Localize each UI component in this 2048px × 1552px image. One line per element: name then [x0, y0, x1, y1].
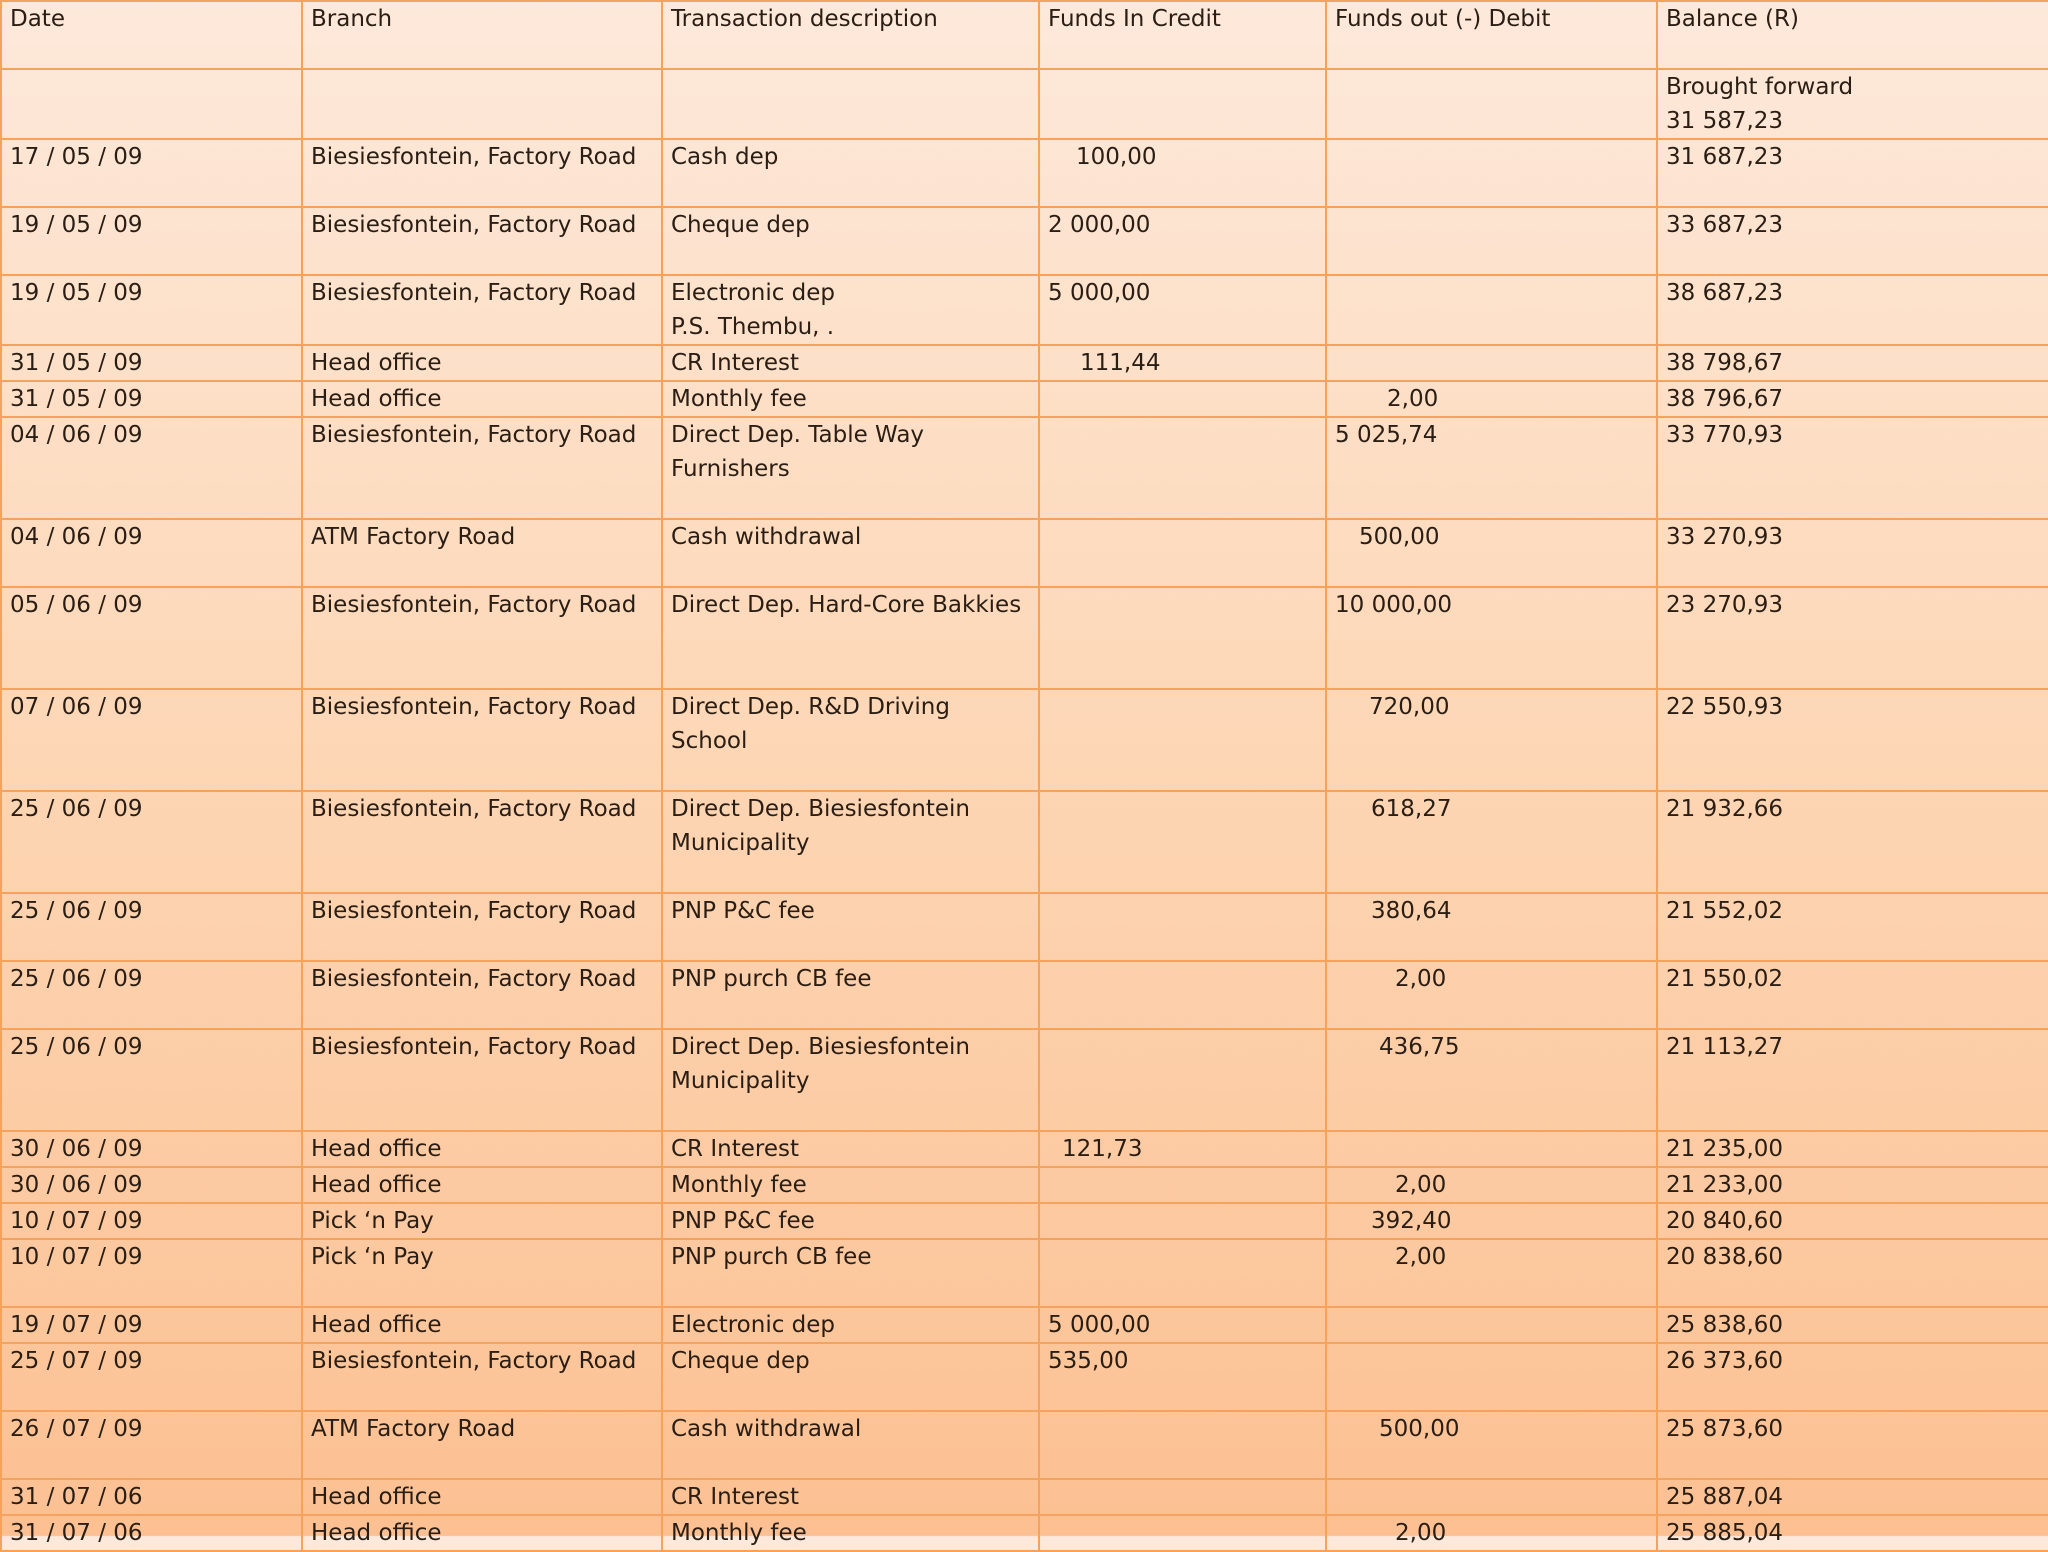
cell-debit	[1326, 1131, 1657, 1167]
header-branch: Branch	[302, 1, 662, 69]
cell-credit	[1039, 519, 1326, 587]
cell-date: 25 / 06 / 09	[1, 791, 302, 893]
table-row	[1, 381, 2048, 417]
table-row	[1, 1167, 2048, 1203]
cell-branch: Head office	[302, 345, 662, 381]
cell-branch: Biesiesfontein, Factory Road	[302, 275, 662, 345]
cell-balance: 21 932,66	[1657, 791, 2048, 893]
cell-date: 10 / 07 / 09	[1, 1239, 302, 1307]
cell-credit	[1039, 1411, 1326, 1479]
cell-description: Cheque dep	[662, 207, 1039, 275]
cell-date: 26 / 07 / 09	[1, 1411, 302, 1479]
cell-description	[662, 69, 1039, 139]
table-row	[1, 587, 2048, 689]
cell-balance: 33 770,93	[1657, 417, 2048, 519]
cell-credit	[1039, 381, 1326, 417]
cell-credit	[1039, 69, 1326, 139]
table-row	[1, 139, 2048, 207]
table-row	[1, 1029, 2048, 1131]
cell-credit	[1039, 961, 1326, 1029]
cell-debit	[1326, 69, 1657, 139]
cell-debit: 10 000,00	[1326, 587, 1657, 689]
header-row	[1, 1, 2048, 69]
cell-date: 31 / 07 / 06	[1, 1515, 302, 1551]
cell-debit: 500,00	[1326, 519, 1657, 587]
cell-branch: Biesiesfontein, Factory Road	[302, 207, 662, 275]
cell-balance: 26 373,60	[1657, 1343, 2048, 1411]
cell-description: Electronic dep	[662, 1307, 1039, 1343]
cell-credit	[1039, 689, 1326, 791]
table-row	[1, 1131, 2048, 1167]
cell-date: 04 / 06 / 09	[1, 417, 302, 519]
cell-date: 05 / 06 / 09	[1, 587, 302, 689]
cell-date	[1, 69, 302, 139]
cell-date: 19 / 05 / 09	[1, 207, 302, 275]
cell-date: 19 / 05 / 09	[1, 275, 302, 345]
cell-date: 30 / 06 / 09	[1, 1131, 302, 1167]
cell-debit: 2,00	[1326, 1239, 1657, 1307]
table-row	[1, 519, 2048, 587]
cell-branch: Head office	[302, 1167, 662, 1203]
cell-debit	[1326, 207, 1657, 275]
cell-description: CR Interest	[662, 1479, 1039, 1515]
cell-branch: ATM Factory Road	[302, 519, 662, 587]
cell-debit	[1326, 139, 1657, 207]
cell-date: 19 / 07 / 09	[1, 1307, 302, 1343]
cell-credit: 5 000,00	[1039, 275, 1326, 345]
cell-branch: Head office	[302, 1307, 662, 1343]
cell-description: Direct Dep. R&D Driving School	[662, 689, 1039, 791]
table-row	[1, 345, 2048, 381]
cell-branch: Pick ‘n Pay	[302, 1239, 662, 1307]
cell-credit	[1039, 1239, 1326, 1307]
cell-debit: 500,00	[1326, 1411, 1657, 1479]
cell-description: Cheque dep	[662, 1343, 1039, 1411]
cell-balance: 21 552,02	[1657, 893, 2048, 961]
cell-credit	[1039, 1515, 1326, 1551]
cell-branch: Biesiesfontein, Factory Road	[302, 587, 662, 689]
table-row	[1, 207, 2048, 275]
cell-date: 31 / 05 / 09	[1, 381, 302, 417]
table-row	[1, 689, 2048, 791]
cell-debit: 720,00	[1326, 689, 1657, 791]
cell-description: PNP purch CB fee	[662, 961, 1039, 1029]
cell-balance: 25 838,60	[1657, 1307, 2048, 1343]
cell-credit: 5 000,00	[1039, 1307, 1326, 1343]
cell-description: CR Interest	[662, 1131, 1039, 1167]
cell-description: Cash withdrawal	[662, 519, 1039, 587]
cell-balance: 38 687,23	[1657, 275, 2048, 345]
cell-credit	[1039, 1479, 1326, 1515]
cell-date: 25 / 06 / 09	[1, 1029, 302, 1131]
cell-balance: 33 270,93	[1657, 519, 2048, 587]
cell-balance: 21 235,00	[1657, 1131, 2048, 1167]
cell-debit: 2,00	[1326, 381, 1657, 417]
table-row	[1, 1411, 2048, 1479]
cell-branch: Biesiesfontein, Factory Road	[302, 139, 662, 207]
cell-balance: 21 113,27	[1657, 1029, 2048, 1131]
cell-branch: Biesiesfontein, Factory Road	[302, 1029, 662, 1131]
cell-debit: 380,64	[1326, 893, 1657, 961]
header-description: Transaction description	[662, 1, 1039, 69]
header-date: Date	[1, 1, 302, 69]
cell-credit: 121,73	[1039, 1131, 1326, 1167]
cell-debit: 2,00	[1326, 1515, 1657, 1551]
cell-debit	[1326, 1307, 1657, 1343]
cell-credit	[1039, 791, 1326, 893]
header-funds-in: Funds In Credit	[1039, 1, 1326, 69]
cell-description: Monthly fee	[662, 1515, 1039, 1551]
cell-description: Cash dep	[662, 139, 1039, 207]
cell-branch	[302, 69, 662, 139]
table-row	[1, 1307, 2048, 1343]
cell-branch: Head office	[302, 1131, 662, 1167]
cell-balance: 31 687,23	[1657, 139, 2048, 207]
cell-description: PNP P&C fee	[662, 893, 1039, 961]
header-funds-out: Funds out (-) Debit	[1326, 1, 1657, 69]
cell-balance: Brought forward 31 587,23	[1657, 69, 2048, 139]
cell-branch: Biesiesfontein, Factory Road	[302, 1343, 662, 1411]
table-row	[1, 1479, 2048, 1515]
cell-debit	[1326, 1479, 1657, 1515]
cell-date: 25 / 06 / 09	[1, 893, 302, 961]
table-row	[1, 69, 2048, 139]
cell-credit	[1039, 1029, 1326, 1131]
cell-date: 10 / 07 / 09	[1, 1203, 302, 1239]
cell-balance: 25 873,60	[1657, 1411, 2048, 1479]
cell-balance: 21 233,00	[1657, 1167, 2048, 1203]
cell-description: Direct Dep. Table Way Furnishers	[662, 417, 1039, 519]
table-row	[1, 791, 2048, 893]
cell-date: 25 / 07 / 09	[1, 1343, 302, 1411]
cell-balance: 25 885,04	[1657, 1515, 2048, 1551]
cell-description: CR Interest	[662, 345, 1039, 381]
cell-date: 31 / 05 / 09	[1, 345, 302, 381]
cell-branch: Pick ‘n Pay	[302, 1203, 662, 1239]
cell-branch: Biesiesfontein, Factory Road	[302, 791, 662, 893]
table-row	[1, 1343, 2048, 1411]
cell-debit	[1326, 1343, 1657, 1411]
cell-branch: Head office	[302, 381, 662, 417]
cell-debit	[1326, 275, 1657, 345]
cell-credit	[1039, 587, 1326, 689]
table-row	[1, 1515, 2048, 1551]
cell-debit: 2,00	[1326, 1167, 1657, 1203]
cell-date: 04 / 06 / 09	[1, 519, 302, 587]
cell-credit	[1039, 1167, 1326, 1203]
cell-debit: 618,27	[1326, 791, 1657, 893]
cell-description: Cash withdrawal	[662, 1411, 1039, 1479]
cell-description: PNP purch CB fee	[662, 1239, 1039, 1307]
cell-description: Direct Dep. Hard-Core Bakkies	[662, 587, 1039, 689]
cell-credit: 2 000,00	[1039, 207, 1326, 275]
cell-credit	[1039, 893, 1326, 961]
cell-description: Monthly fee	[662, 381, 1039, 417]
table-row	[1, 1239, 2048, 1307]
cell-balance: 20 840,60	[1657, 1203, 2048, 1239]
cell-balance: 21 550,02	[1657, 961, 2048, 1029]
cell-date: 25 / 06 / 09	[1, 961, 302, 1029]
cell-debit	[1326, 345, 1657, 381]
cell-description: Direct Dep. Biesiesfontein Municipality	[662, 791, 1039, 893]
cell-debit: 392,40	[1326, 1203, 1657, 1239]
cell-balance: 22 550,93	[1657, 689, 2048, 791]
cell-balance: 25 887,04	[1657, 1479, 2048, 1515]
table-row	[1, 1203, 2048, 1239]
cell-description: Direct Dep. Biesiesfontein Municipality	[662, 1029, 1039, 1131]
cell-balance: 20 838,60	[1657, 1239, 2048, 1307]
cell-branch: Biesiesfontein, Factory Road	[302, 961, 662, 1029]
table-row	[1, 893, 2048, 961]
cell-date: 07 / 06 / 09	[1, 689, 302, 791]
cell-branch: ATM Factory Road	[302, 1411, 662, 1479]
cell-balance: 33 687,23	[1657, 207, 2048, 275]
cell-branch: Biesiesfontein, Factory Road	[302, 689, 662, 791]
table-row	[1, 417, 2048, 519]
table-row	[1, 961, 2048, 1029]
header-balance: Balance (R)	[1657, 1, 2048, 69]
cell-credit	[1039, 417, 1326, 519]
cell-balance: 38 798,67	[1657, 345, 2048, 381]
cell-date: 30 / 06 / 09	[1, 1167, 302, 1203]
cell-balance: 38 796,67	[1657, 381, 2048, 417]
cell-debit: 5 025,74	[1326, 417, 1657, 519]
cell-branch: Head office	[302, 1515, 662, 1551]
cell-credit: 111,44	[1039, 345, 1326, 381]
cell-date: 31 / 07 / 06	[1, 1479, 302, 1515]
cell-credit: 535,00	[1039, 1343, 1326, 1411]
cell-debit: 2,00	[1326, 961, 1657, 1029]
cell-branch: Biesiesfontein, Factory Road	[302, 893, 662, 961]
cell-description: Monthly fee	[662, 1167, 1039, 1203]
cell-date: 17 / 05 / 09	[1, 139, 302, 207]
cell-description: PNP P&C fee	[662, 1203, 1039, 1239]
cell-branch: Biesiesfontein, Factory Road	[302, 417, 662, 519]
cell-credit	[1039, 1203, 1326, 1239]
cell-debit: 436,75	[1326, 1029, 1657, 1131]
cell-branch: Head office	[302, 1479, 662, 1515]
cell-description: Electronic dep P.S. Thembu, .	[662, 275, 1039, 345]
cell-credit: 100,00	[1039, 139, 1326, 207]
cell-balance: 23 270,93	[1657, 587, 2048, 689]
table-row	[1, 275, 2048, 345]
